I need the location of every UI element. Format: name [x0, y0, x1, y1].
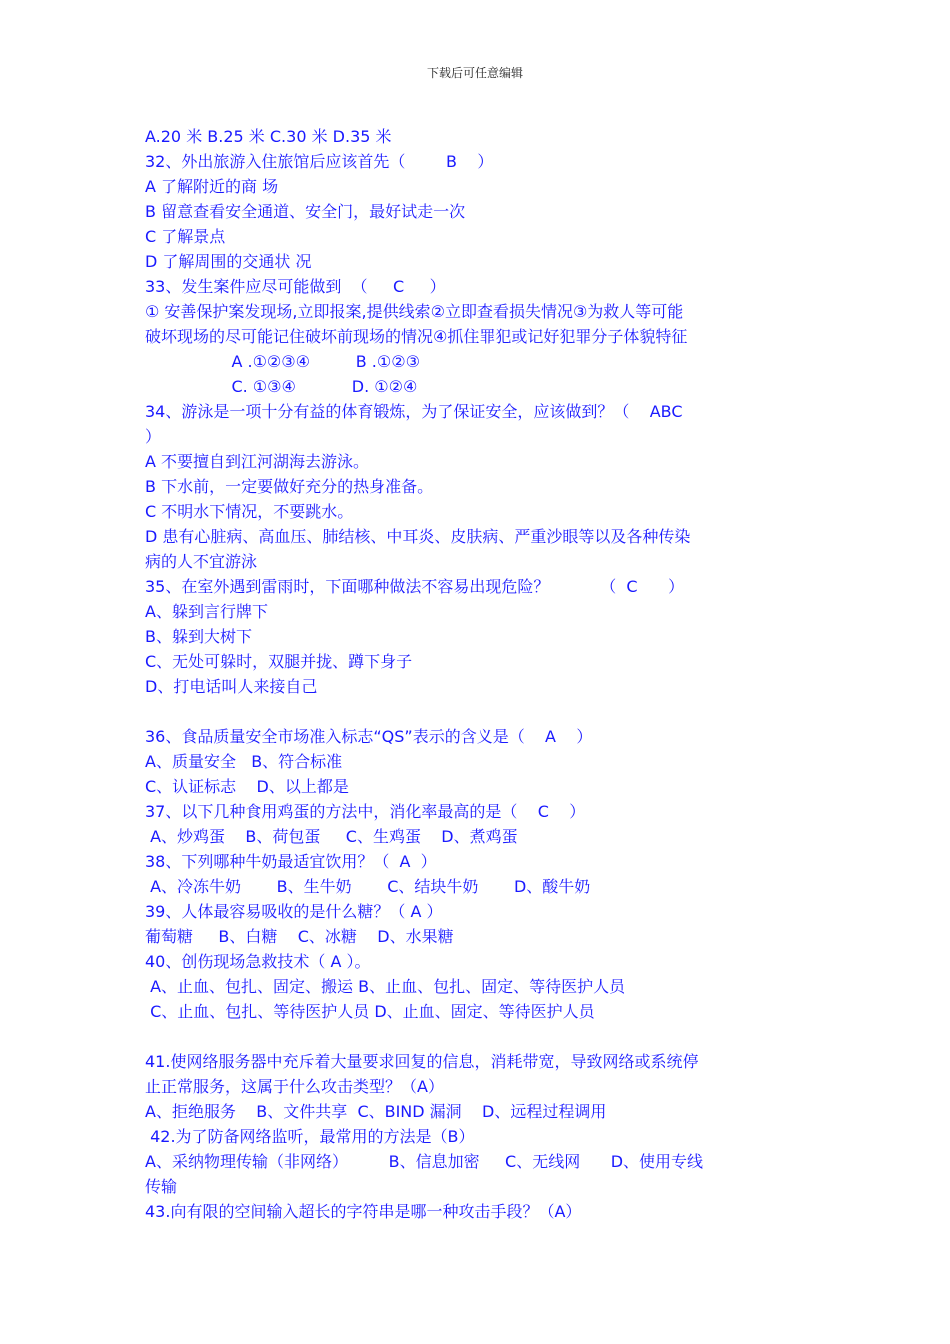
text-line: 42.为了防备网络监听，最常用的方法是（B）: [145, 1127, 475, 1146]
text-line: 止正常服务，这属于什么攻击类型？（A）: [145, 1077, 444, 1096]
text-line: C 不明水下情况，不要跳水。: [145, 502, 354, 521]
text-line: D 患有心脏病、高血压、肺结核、中耳炎、皮肤病、严重沙眼等以及各种传染: [145, 527, 691, 546]
text-line: ① 安善保护案发现场,立即报案,提供线索②立即查看损失情况③为救人等可能: [145, 302, 684, 321]
text-line: 41.使网络服务器中充斥着大量要求回复的信息，消耗带宽，导致网络或系统停: [145, 1052, 699, 1071]
document-body: [145, 124, 825, 1224]
text-line: 36、食品质量安全市场准入标志“QS”表示的含义是（ A ）: [145, 727, 593, 746]
text-line: C. ①③④ D. ①②④: [145, 377, 418, 396]
text-line: 38、下列哪种牛奶最适宜饮用？（ A ）: [145, 852, 437, 871]
text-line: A、拒绝服务 B、文件共享 C、BIND 漏洞 D、远程过程调用: [145, 1102, 607, 1121]
text-line: A、躲到言行牌下: [145, 602, 268, 621]
text-line: A、质量安全 B、符合标准: [145, 752, 343, 771]
text-line: ）: [145, 427, 162, 446]
text-line: 35、在室外遇到雷雨时，下面哪种做法不容易出现危险？ （ C ）: [145, 577, 685, 596]
page-header: 下载后可任意编辑: [426, 66, 523, 80]
blank-line: [145, 1024, 825, 1049]
text-line: D 了解周围的交通状 况: [145, 252, 312, 271]
text-line: A、采纳物理传输（非网络） B、信息加密 C、无线网 D、使用专线: [145, 1152, 704, 1171]
text-line: A 不要擅自到江河湖海去游泳。: [145, 452, 370, 471]
text-line: A、炒鸡蛋 B、荷包蛋 C、生鸡蛋 D、煮鸡蛋: [145, 827, 518, 846]
text-line: 32、外出旅游入住旅馆后应该首先（ B ）: [145, 152, 494, 171]
text-line: 40、创伤现场急救技术（ A ）。: [145, 952, 371, 971]
text-line: A .①②③④ B .①②③: [145, 352, 420, 371]
text-line: A、止血、包扎、固定、搬运 B、止血、包扎、固定、等待医护人员: [145, 977, 626, 996]
text-line: D、打电话叫人来接自己: [145, 677, 318, 696]
text-line: C、止血、包扎、等待医护人员 D、止血、固定、等待医护人员: [145, 1002, 595, 1021]
text-line: B 留意查看安全通道、安全门，最好试走一次: [145, 202, 466, 221]
text-line: C、无处可躲时，双腿并拢、蹲下身子: [145, 652, 413, 671]
text-line: C 了解景点: [145, 227, 226, 246]
text-line: C、认证标志 D、以上都是: [145, 777, 349, 796]
text-line: 传输: [145, 1177, 178, 1196]
blank-line: [145, 699, 825, 724]
text-line: 39、人体最容易吸收的是什么糖？（ A ）: [145, 902, 443, 921]
text-line: A、冷冻牛奶 B、生牛奶 C、结块牛奶 D、酸牛奶: [145, 877, 591, 896]
text-line: 破坏现场的尽可能记住破坏前现场的情况④抓住罪犯或记好犯罪分子体貌特征: [145, 327, 688, 346]
text-line: 37、以下几种食用鸡蛋的方法中，消化率最高的是（ C ）: [145, 802, 586, 821]
text-line: 病的人不宜游泳: [145, 552, 258, 571]
text-line: 34、游泳是一项十分有益的体育锻炼，为了保证安全，应该做到？（ ABC: [145, 402, 683, 421]
text-line: A.20 米 B.25 米 C.30 米 D.35 米: [145, 127, 392, 146]
text-line: B 下水前，一定要做好充分的热身准备。: [145, 477, 434, 496]
text-line: 葡萄糖 B、白糖 C、冰糖 D、水果糖: [145, 927, 454, 946]
text-line: B、躲到大树下: [145, 627, 252, 646]
text-line: 43.向有限的空间输入超长的字符串是哪一种攻击手段？（A）: [145, 1202, 582, 1221]
text-line: A 了解附近的商 场: [145, 177, 279, 196]
text-line: 33、发生案件应尽可能做到 （ C ）: [145, 277, 446, 296]
